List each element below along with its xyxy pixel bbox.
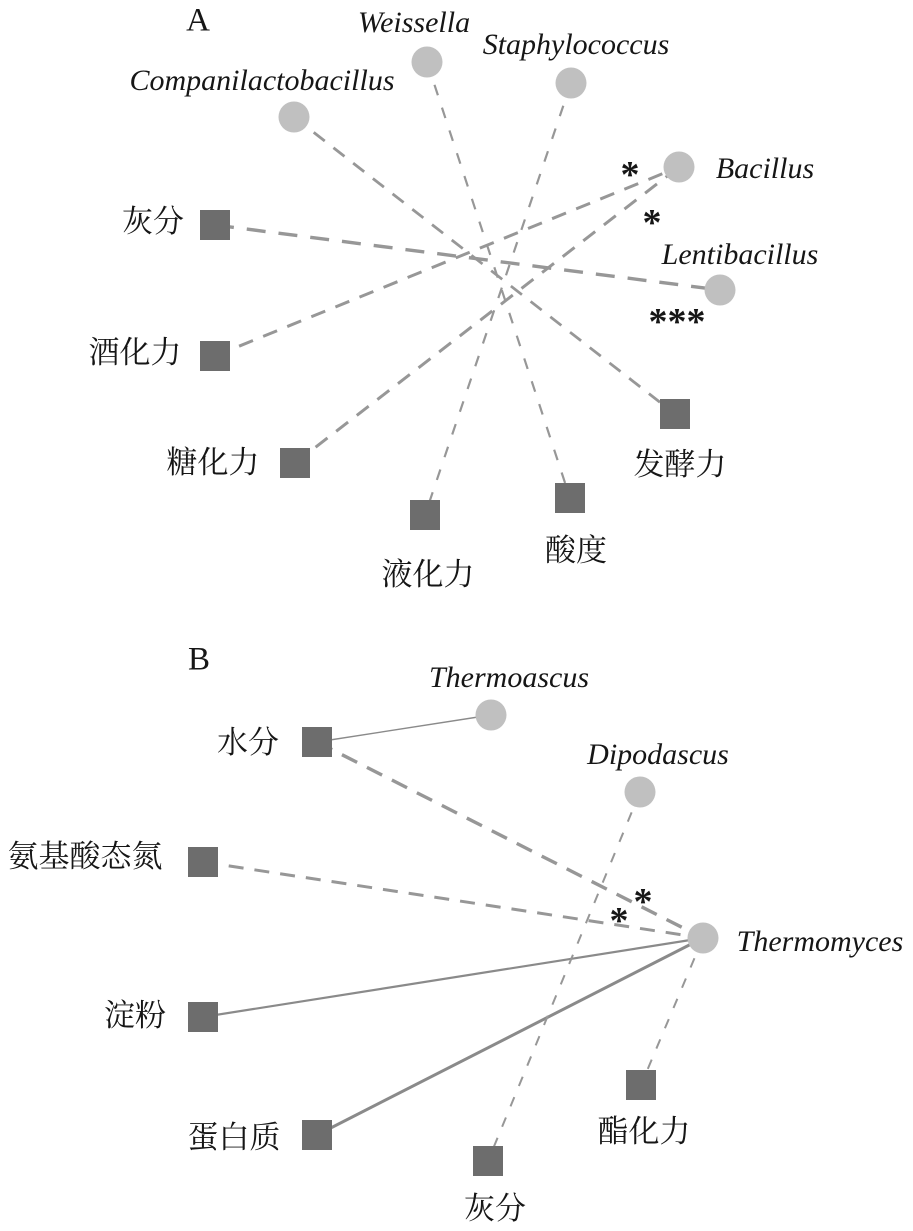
significance-asterisks-b-1: * xyxy=(609,900,629,942)
label-esterifying-power: 酯化力 xyxy=(597,1114,691,1150)
panel-b-label: B xyxy=(187,641,211,678)
node-square-alcohol-power xyxy=(200,341,230,371)
label-dipodascus: Dipodascus xyxy=(587,737,729,771)
significance-asterisks-b-0: * xyxy=(633,881,653,923)
edge-staphylococcus-liquefying-power xyxy=(425,83,571,515)
label-bacillus: Bacillus xyxy=(715,151,815,185)
node-square-esterifying-power xyxy=(626,1070,656,1100)
panel-a xyxy=(89,6,819,592)
node-square-liquefying-power xyxy=(410,500,440,530)
node-circle-dipodascus xyxy=(625,777,656,808)
label-weissella: Weissella xyxy=(357,5,471,39)
edge-alcohol-power-bacillus xyxy=(215,167,679,356)
node-circle-bacillus xyxy=(664,152,695,183)
significance-asterisks-a-2: *** xyxy=(648,301,706,343)
label-ash-a: 灰分 xyxy=(122,204,184,240)
edge-companilactobacillus-fermenting-power xyxy=(294,117,675,414)
node-circle-thermomyces xyxy=(688,923,719,954)
edge-moisture-thermoascus xyxy=(317,715,491,742)
panel-b xyxy=(8,661,904,1226)
label-alcohol-power: 酒化力 xyxy=(88,335,182,371)
label-thermomyces: Thermomyces xyxy=(736,924,904,958)
node-square-protein xyxy=(302,1120,332,1150)
label-protein: 蛋白质 xyxy=(187,1120,281,1156)
label-fermenting-power: 发酵力 xyxy=(633,447,727,483)
panel-a-label: A xyxy=(186,2,210,39)
significance-asterisks-a-1: * xyxy=(642,202,662,244)
edge-dipodascus-ash-b xyxy=(488,792,640,1161)
edge-thermomyces-esterifying-power xyxy=(641,938,703,1085)
label-ash-b: 灰分 xyxy=(464,1191,526,1227)
label-companilactobacillus: Companilactobacillus xyxy=(129,63,395,97)
node-circle-staphylococcus xyxy=(556,68,587,99)
label-moisture: 水分 xyxy=(217,725,279,761)
node-circle-thermoascus xyxy=(476,700,507,731)
label-acidity: 酸度 xyxy=(545,533,607,569)
node-square-saccharifying-power xyxy=(280,448,310,478)
node-square-fermenting-power xyxy=(660,399,690,429)
label-liquefying-power: 液化力 xyxy=(381,557,475,593)
label-saccharifying-power: 糖化力 xyxy=(166,445,260,481)
edge-weissella-acidity xyxy=(427,62,570,498)
node-square-ash-b xyxy=(473,1146,503,1176)
node-square-acidity xyxy=(555,483,585,513)
node-circle-companilactobacillus xyxy=(279,102,310,133)
label-thermoascus: Thermoascus xyxy=(428,660,590,694)
node-circle-lentibacillus xyxy=(705,275,736,306)
node-circle-weissella xyxy=(412,47,443,78)
node-square-moisture xyxy=(302,727,332,757)
label-staphylococcus: Staphylococcus xyxy=(482,27,670,61)
edge-saccharifying-power-bacillus xyxy=(295,167,679,463)
node-square-ash-a xyxy=(200,210,230,240)
node-square-starch xyxy=(188,1002,218,1032)
label-amino-acid-nitrogen: 氨基酸态氮 xyxy=(7,839,163,875)
node-square-amino-acid-nitrogen xyxy=(188,847,218,877)
label-starch: 淀粉 xyxy=(104,998,166,1034)
significance-asterisks-a-0: * xyxy=(620,154,640,196)
label-lentibacillus: Lentibacillus xyxy=(661,237,819,271)
